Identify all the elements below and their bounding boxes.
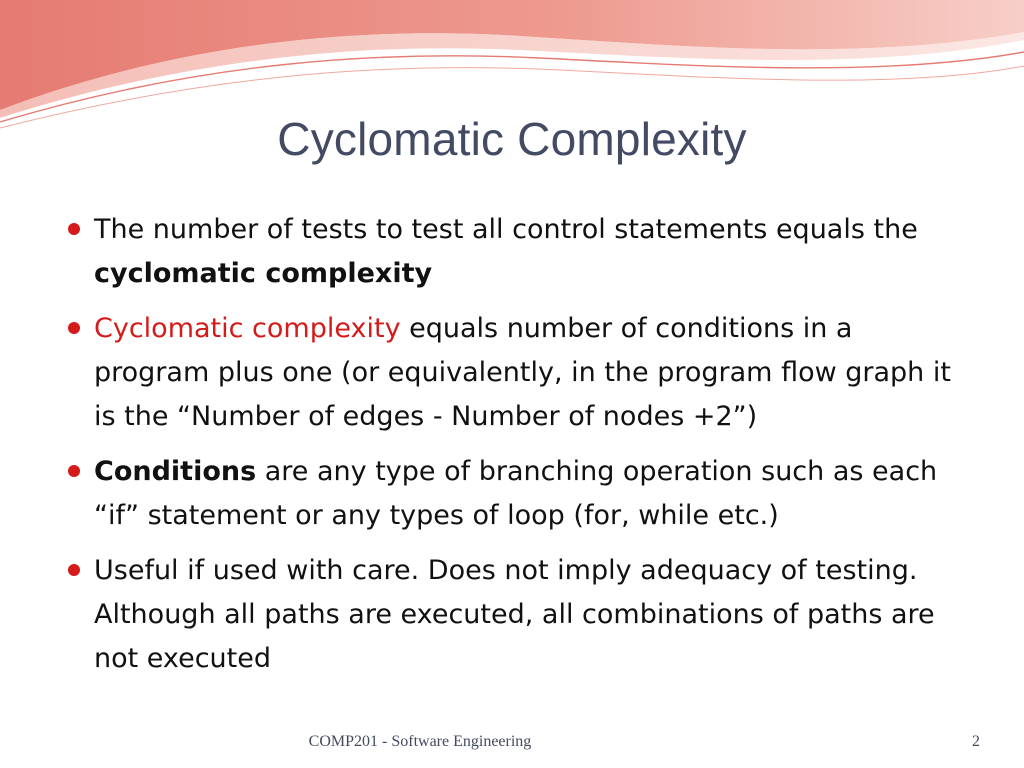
bullet-item (64, 450, 964, 538)
bullet-dot-icon (68, 465, 80, 477)
bullet-dot-icon (68, 322, 80, 334)
bullet-emphasis: Conditions (94, 456, 257, 487)
page-number: 2 (972, 733, 980, 750)
bullet-list (64, 208, 964, 692)
bullet-item (64, 307, 964, 439)
bullet-text: Useful if used with care. Does not imply adequacy of testing. Although all paths are executed, all combinations of paths are not executed (94, 555, 935, 674)
bullet-item (64, 208, 964, 296)
bullet-text: are any type of branching operation such as each “if” statement or any types of loop (for, while etc.) (94, 456, 938, 531)
bullet-text: The number of tests to test all control statements equals the (94, 214, 918, 245)
slide-title: Cyclomatic Complexity (277, 113, 747, 165)
bullet-highlight: Cyclomatic complexity (94, 313, 401, 344)
bullet-dot-icon (68, 223, 80, 235)
bullet-text: equals number of conditions in a program plus one (or equivalently, in the program flow graph it is the “Number of edges - Number of nodes +2”) (94, 313, 951, 432)
bullet-dot-icon (68, 564, 80, 576)
slide-footer: COMP201 - Software Engineering (308, 733, 532, 750)
bullet-emphasis: cyclomatic complexity (94, 258, 433, 289)
bullet-item (64, 549, 964, 681)
